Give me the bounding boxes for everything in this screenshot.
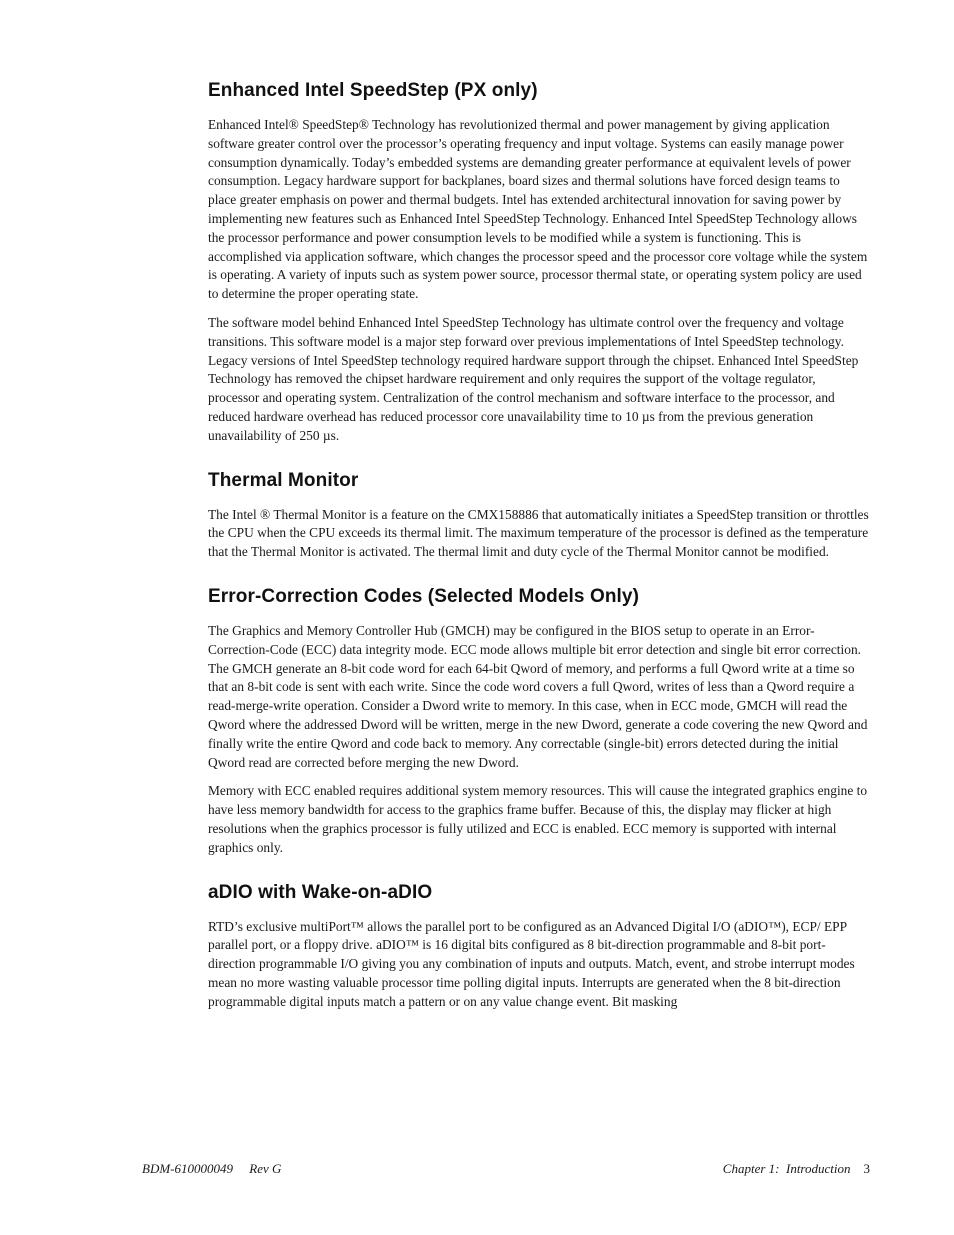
body-paragraph: The Graphics and Memory Controller Hub (GMCH) may be configured in the BIOS setup to operate in an Error-Correction-Code (ECC) data integrity mode. ECC mode allows multiple bit error detection and single bit error correction. The GMCH generate an 8-bit code word for each 64-bit Qword of memory, and performs a full Qword write at a time so that an 8-bit code is sent with each write. Since the code word covers a full Qword, writes of less than a Qword require a read-merge-write operation. Consider a Dword write to memory. In this case, when in ECC mode, GMCH will read the Qword where the addressed Dword will be written, merge in the new Dword, generate a code covering the new Qword and finally write the entire Qword and code back to memory. Any correctable (single-bit) errors detected during the initial Qword read are corrected before merging the new Dword. — [208, 622, 868, 770]
footer-chapter-info — [723, 1161, 870, 1177]
document-id: BDM-610000049 — [142, 1161, 233, 1176]
document-revision: Rev G — [249, 1161, 282, 1176]
section-adio — [208, 880, 870, 1012]
page-content — [208, 78, 870, 1011]
body-paragraph: The Intel ® Thermal Monitor is a feature on the CMX158886 that automatically initiates a SpeedStep transition or throttles the CPU when the CPU exceeds its thermal limit. The maximum temperature of the processor is defined as the temperature that the Thermal Monitor is activated. The thermal limit and duty cycle of the Thermal Monitor cannot be modified. — [208, 506, 869, 560]
section-error-correction-codes — [208, 584, 870, 858]
body-paragraph: The software model behind Enhanced Intel SpeedStep Technology has ultimate control over the frequency and voltage transitions. This software model is a major step forward over previous implementations of Intel SpeedStep technology. Legacy versions of Intel SpeedStep technology required hardware support through the chipset. Enhanced Intel SpeedStep Technology has removed the chipset hardware requirement and only requires the support of the voltage regulator, processor and operating system. Centralization of the control mechanism and software interface to the processor, and reduced hardware overhead has reduced processor core unavailability time to 10 µs from the previous generation unavailability of 250 µs. — [208, 314, 859, 443]
footer-document-info — [142, 1161, 281, 1177]
page-number: 3 — [863, 1161, 870, 1176]
chapter-title: Chapter 1: Introduction — [722, 1161, 851, 1176]
body-paragraph: Enhanced Intel® SpeedStep® Technology has revolutionized thermal and power management by giving application software greater control over the processor’s operating frequency and input voltage. Systems can easily manage power consumption dynamically. Today’s embedded systems are demanding greater performance at equivalent levels of power consumption. Legacy hardware support for backplanes, board sizes and thermal solutions have forced design teams to place greater emphasis on power and thermal budgets. Intel has extended architectural innovation for saving power by implementing new features such as Enhanced Intel SpeedStep Technology. Enhanced Intel SpeedStep Technology allows the processor performance and power consumption levels to be modified while a system is functioning. This is accomplished via application software, which changes the processor speed and the processor core voltage while the system is operating. A variety of inputs such as system power source, processor thermal state, or operating system policy are used to determine the proper operating state. — [208, 117, 868, 302]
section-thermal-monitor — [208, 468, 870, 562]
section-heading: Thermal Monitor — [208, 469, 359, 491]
section-heading: aDIO with Wake-on-aDIO — [208, 881, 433, 903]
body-paragraph: RTD’s exclusive multiPort™ allows the parallel port to be configured as an Advanced Digital I/O (aDIO™), ECP/ EPP parallel port, or a floppy drive. aDIO™ is 16 digital bits configured as 8 bit-direction programmable and 8-bit port-direction programmable I/O giving you any combination of inputs and outputs. Match, event, and strobe interrupt modes mean no more wasting valuable processor time polling digital inputs. Interrupts are generated when the 8 bit-direction programmable digital inputs match a pattern or on any value change event. Bit masking — [208, 918, 855, 1009]
section-heading: Error-Correction Codes (Selected Models Only) — [208, 585, 640, 607]
section-heading: Enhanced Intel SpeedStep (PX only) — [208, 80, 538, 101]
section-enhanced-speedstep — [208, 78, 870, 446]
body-paragraph: Memory with ECC enabled requires additional system memory resources. This will cause the integrated graphics engine to have less memory bandwidth for access to the graphics frame buffer. Because of this, the display may flicker at high resolutions when the graphics processor is fully utilized and ECC is enabled. ECC memory is supported with internal graphics only. — [208, 783, 868, 855]
